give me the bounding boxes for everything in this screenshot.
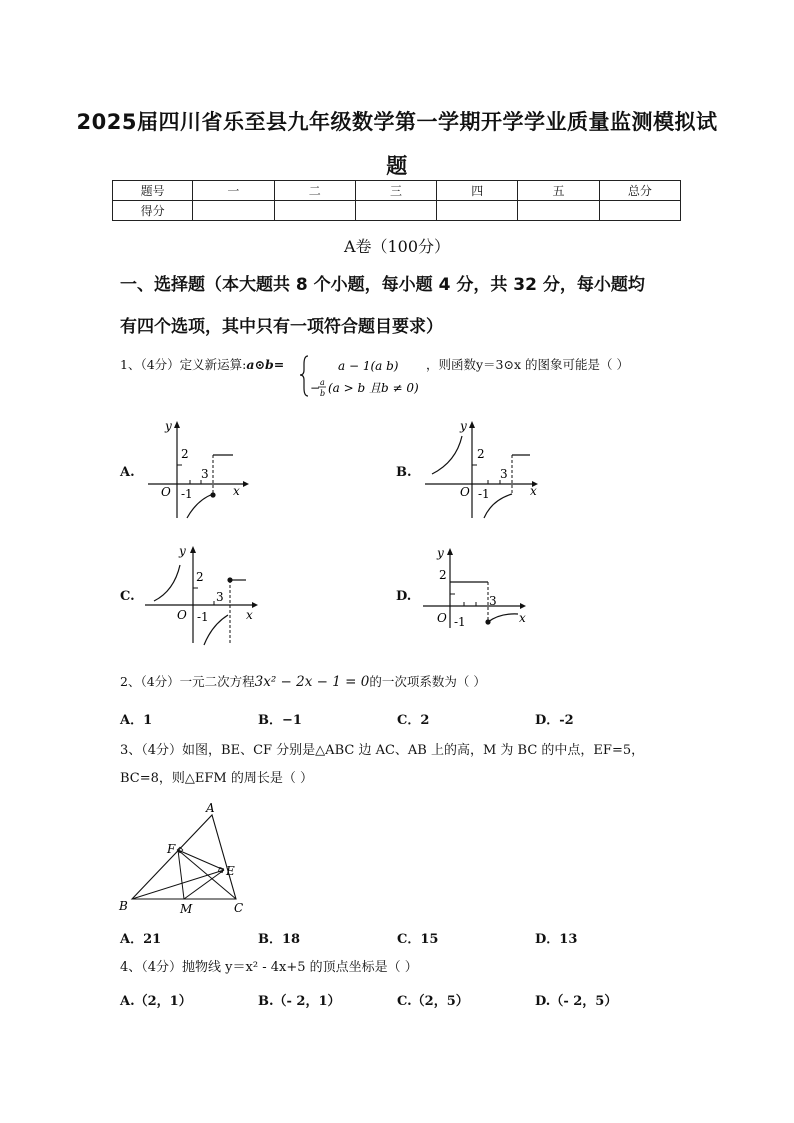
svg-text:F: F bbox=[167, 842, 176, 856]
paper-section-a: A卷（100分） bbox=[343, 237, 451, 256]
q2-option-c[interactable]: C．2 bbox=[397, 713, 430, 728]
svg-text:x: x bbox=[519, 611, 526, 625]
score-cell: 一 bbox=[193, 181, 274, 201]
q1-option-d-graph[interactable] bbox=[420, 543, 538, 633]
svg-text:2: 2 bbox=[196, 570, 204, 584]
score-cell: 总分 bbox=[599, 181, 680, 201]
svg-text:2: 2 bbox=[477, 447, 485, 461]
q1-option-a-label[interactable]: A. bbox=[120, 465, 135, 480]
score-cell: 三 bbox=[355, 181, 436, 201]
q1-option-b-label[interactable]: B. bbox=[396, 465, 412, 480]
score-cell: 四 bbox=[437, 181, 518, 201]
score-input-cell bbox=[599, 201, 680, 221]
score-cell: 五 bbox=[518, 181, 599, 201]
question-1-suffix: ，则函数y＝3⊙x 的图象可能是（ ） bbox=[426, 357, 629, 372]
q1-option-c-graph[interactable] bbox=[142, 543, 264, 647]
q4-option-d[interactable]: D.（- 2，5） bbox=[535, 994, 618, 1009]
page-title-line1: 2025届四川省乐至县九年级数学第一学期开学学业质量监测模拟试 bbox=[76, 110, 718, 134]
svg-text:3: 3 bbox=[201, 467, 209, 481]
svg-text:2: 2 bbox=[181, 447, 189, 461]
q3-triangle-figure bbox=[114, 800, 254, 916]
q4-option-b[interactable]: B.（- 2，1） bbox=[258, 994, 341, 1009]
question-2: 2、（4分）一元二次方程3x² − 2x − 1 = 0的一次项系数为（ ） bbox=[120, 674, 486, 690]
q1-piecewise-definition bbox=[298, 352, 438, 400]
svg-text:O: O bbox=[177, 608, 187, 622]
svg-text:x: x bbox=[233, 484, 240, 498]
q1-option-a-graph[interactable] bbox=[145, 418, 255, 524]
svg-text:B: B bbox=[119, 899, 128, 913]
question-3-line1: 3、（4分）如图，BE、CF 分别是△ABC 边 AC、AB 上的高，M 为 BC 的中点，EF=5， bbox=[120, 743, 645, 758]
q1-option-b-graph[interactable] bbox=[422, 418, 544, 524]
q2-option-b[interactable]: B．−1 bbox=[258, 713, 302, 728]
score-table-score-row bbox=[113, 201, 681, 221]
svg-text:C: C bbox=[234, 901, 244, 915]
question-3-line2: BC=8，则△EFM 的周长是（ ） bbox=[120, 771, 313, 786]
q4-option-c[interactable]: C.（2，5） bbox=[397, 994, 469, 1009]
score-cell: 得分 bbox=[113, 201, 193, 221]
q2-equation: 3x² − 2x − 1 = 0 bbox=[254, 674, 370, 690]
q1-option-d-label[interactable]: D. bbox=[396, 589, 412, 604]
svg-text:-1: -1 bbox=[478, 487, 490, 501]
q2-option-a[interactable]: A．1 bbox=[120, 713, 153, 728]
score-input-cell bbox=[193, 201, 274, 221]
svg-text:−: − bbox=[310, 381, 321, 395]
svg-text:M: M bbox=[180, 902, 193, 916]
svg-text:y: y bbox=[179, 544, 186, 558]
q4-option-a[interactable]: A.（2，1） bbox=[120, 994, 192, 1009]
score-input-cell bbox=[274, 201, 355, 221]
svg-text:O: O bbox=[460, 485, 470, 499]
q1-def-lhs: a⊙b= bbox=[246, 357, 285, 372]
svg-text:3: 3 bbox=[216, 590, 224, 604]
svg-text:y: y bbox=[437, 546, 444, 560]
score-input-cell bbox=[518, 201, 599, 221]
section-heading-line1: 一、选择题（本大题共 8 个小题，每小题 4 分，共 32 分，每小题均 bbox=[120, 275, 645, 295]
q1-frac-num: a bbox=[320, 378, 325, 387]
svg-text:A: A bbox=[206, 801, 215, 815]
q1-option-c-label[interactable]: C. bbox=[120, 589, 135, 604]
question-1-prefix: 1、（4分）定义新运算:a⊙b= bbox=[120, 357, 285, 372]
svg-text:3: 3 bbox=[489, 594, 497, 608]
svg-text:3: 3 bbox=[500, 467, 508, 481]
score-input-cell bbox=[437, 201, 518, 221]
svg-text:x: x bbox=[246, 608, 253, 622]
q1-case1: a − 1(a b) bbox=[338, 359, 399, 373]
svg-text:-1: -1 bbox=[197, 610, 209, 624]
svg-text:x: x bbox=[530, 484, 537, 498]
svg-text:O: O bbox=[437, 611, 447, 625]
q3-option-a[interactable]: A．21 bbox=[120, 932, 162, 947]
q1-case2: (a > b 且b ≠ 0) bbox=[328, 381, 419, 395]
section-heading-line2: 有四个选项，其中只有一项符合题目要求） bbox=[120, 317, 443, 337]
q3-option-b[interactable]: B．18 bbox=[258, 932, 301, 947]
score-table bbox=[112, 180, 681, 221]
svg-text:E: E bbox=[226, 864, 235, 878]
svg-text:O: O bbox=[161, 485, 171, 499]
question-4: 4、（4分）抛物线 y＝x² - 4x+5 的顶点坐标是（ ） bbox=[120, 960, 418, 975]
q3-option-c[interactable]: C．15 bbox=[397, 932, 439, 947]
svg-text:-1: -1 bbox=[454, 615, 466, 629]
score-cell: 二 bbox=[274, 181, 355, 201]
page-title-line2: 题 bbox=[386, 154, 408, 178]
svg-text:y: y bbox=[460, 419, 467, 433]
score-table-header-row bbox=[113, 181, 681, 201]
q2-option-d[interactable]: D．-2 bbox=[535, 713, 574, 728]
score-input-cell bbox=[355, 201, 436, 221]
svg-text:2: 2 bbox=[439, 568, 447, 582]
score-cell: 题号 bbox=[113, 181, 193, 201]
svg-text:-1: -1 bbox=[181, 487, 193, 501]
q1-frac-den: b bbox=[320, 389, 326, 398]
q3-option-d[interactable]: D．13 bbox=[535, 932, 578, 947]
svg-text:y: y bbox=[165, 419, 172, 433]
